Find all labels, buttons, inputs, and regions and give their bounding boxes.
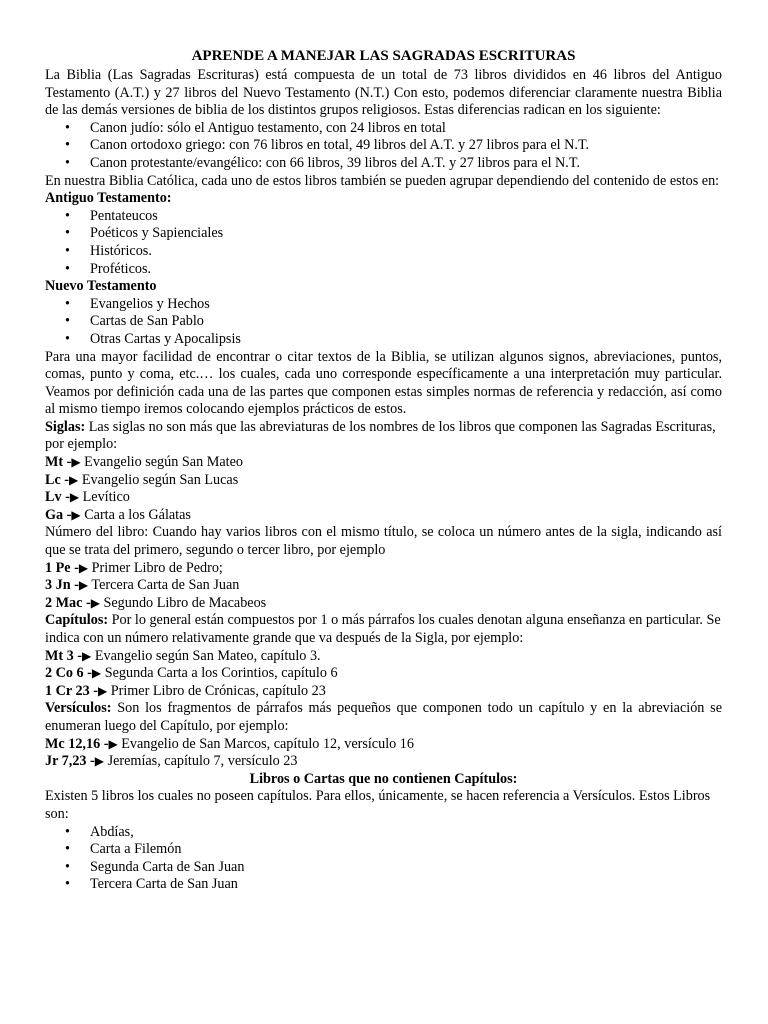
arrow-icon: ▶ (108, 736, 118, 751)
example-line: 3 Jn -▶ Tercera Carta de San Juan (45, 577, 240, 594)
example-line: Jr 7,23 -▶ Jeremías, capítulo 7, versículo 23 (45, 753, 298, 770)
sin-capitulos-heading: Libros o Cartas que no contienen Capítulos: (249, 770, 518, 787)
example-line: 2 Mac -▶ Segundo Libro de Macabeos (45, 594, 267, 611)
bullet-icon: • (65, 225, 70, 242)
bullet-icon: • (65, 876, 70, 893)
example-line: Lv -▶ Levítico (45, 489, 130, 506)
arrow-icon: ▶ (69, 472, 79, 487)
example-line: Mt 3 -▶ Evangelio según San Mateo, capítulo 3. (45, 647, 321, 664)
list-item: • Cartas de San Pablo (65, 313, 204, 330)
list-item: • Abdías, (65, 823, 134, 840)
example-line: 2 Co 6 -▶ Segunda Carta a los Corintios, capítulo 6 (45, 665, 338, 682)
intro-paragraph: La Biblia (Las Sagradas Escrituras) está compuesta de un total de 73 libros divididos en 46 libros del Antiguo Testamento (A.T.) y 27 libros del Nuevo Testamento (N.T.) Con esto, podemos diferenciar claramente nuestra Biblia de las demás versiones de biblia de los distintos grupos religiosos. Estas diferencias radican en los siguiente: (45, 67, 722, 119)
list-item: • Proféticos. (65, 260, 152, 277)
ot-heading: Antiguo Testamento: (45, 190, 172, 207)
arrow-icon: ▶ (69, 490, 80, 505)
bullet-icon: • (65, 858, 70, 875)
bullet-icon: • (65, 207, 70, 224)
list-item: • Poéticos y Sapienciales (65, 225, 224, 242)
arrow-icon: ▶ (90, 595, 100, 610)
nt-list (45, 296, 722, 349)
arrow-icon: ▶ (71, 507, 81, 522)
canon-list (45, 120, 722, 173)
document-page (45, 47, 722, 894)
bullet-icon: • (65, 841, 70, 858)
arrow-icon: ▶ (78, 578, 89, 593)
arrow-icon: ▶ (91, 666, 102, 681)
bullet-icon: • (65, 154, 70, 171)
siglas-paragraph: Siglas: Las siglas no son más que las abreviaturas de los nombres de los libros que componen las Sagradas Escrituras, por ejemplo: (45, 418, 716, 453)
bullet-icon: • (65, 119, 70, 136)
numero-paragraph: Número del libro: Cuando hay varios libros con el mismo título, se coloca un número antes de la sigla, indicando así que se trata del primero, segundo o tercer libro, por ejemplo (45, 524, 722, 559)
capitulos-paragraph: Capítulos: Por lo general están compuestos por 1 o más párrafos los cuales denotan alguna enseñanza en particular. Se indica con un número relativamente grande que va después de la Sigla, por ejemplo: (45, 612, 721, 646)
versiculos-paragraph: Versículos: Son los fragmentos de párrafos más pequeños que componen todo un capítulo y en la abreviación se enumeran luego del Capítulo, por ejemplo: (45, 700, 722, 734)
example-line: Mc 12,16 -▶ Evangelio de San Marcos, capítulo 12, versículo 16 (45, 735, 414, 752)
example-line: 1 Cr 23 -▶ Primer Libro de Crónicas, capítulo 23 (45, 682, 326, 699)
sin-capitulos-paragraph: Existen 5 libros los cuales no poseen capítulos. Para ellos, únicamente, se hacen referencia a Versículos. Estos Libros son: (45, 788, 711, 822)
example-line: Mt -▶ Evangelio según San Mateo (45, 454, 243, 471)
list-item: • Históricos. (65, 242, 152, 259)
example-line: Lc -▶ Evangelio según San Lucas (45, 471, 239, 488)
list-item: • Otras Cartas y Apocalipsis (65, 330, 241, 347)
list-item: • Tercera Carta de San Juan (65, 876, 238, 893)
arrow-icon: ▶ (78, 560, 89, 575)
grouping-paragraph: En nuestra Biblia Católica, cada uno de estos libros también se pueden agrupar dependiendo del contenido de estos en: (45, 172, 720, 189)
bullet-icon: • (65, 330, 70, 347)
list-item: • Segunda Carta de San Juan (65, 858, 245, 875)
nt-heading: Nuevo Testamento (45, 278, 157, 295)
list-item: • Pentateucos (65, 207, 158, 224)
bullet-icon: • (65, 260, 70, 277)
list-item: • Evangelios y Hechos (65, 295, 210, 312)
page-title: APRENDE A MANEJAR LAS SAGRADAS ESCRITURAS (191, 48, 576, 64)
bullet-icon: • (65, 137, 70, 154)
bullet-icon: • (65, 242, 70, 259)
bullet-icon: • (65, 313, 70, 330)
ot-list (45, 208, 722, 278)
arrow-icon: ▶ (97, 683, 108, 698)
signs-paragraph: Para una mayor facilidad de encontrar o citar textos de la Biblia, se utilizan algunos signos, abreviaciones, puntos, comas, punto y coma, etc.… los cuales, cada uno corresponde específicamente a una interpretación muy particular. Veamos por definición cada una de las partes que componen estas simples normas de referencia y redacción, así como al mismo tiempo iremos colocando ejemplos prácticos de estos. (45, 348, 722, 418)
list-item: • Canon protestante/evangélico: con 66 libros, 39 libros del A.T. y 27 libros para el N.T. (65, 154, 581, 171)
list-item: • Canon ortodoxo griego: con 76 libros en total, 49 libros del A.T. y 27 libros para el N.T. (65, 137, 590, 154)
list-item: • Canon judío: sólo el Antiguo testamento, con 24 libros en total (65, 119, 446, 136)
arrow-icon: ▶ (71, 455, 81, 470)
arrow-icon: ▶ (94, 754, 105, 769)
example-line: Ga -▶ Carta a los Gálatas (45, 506, 191, 523)
bullet-icon: • (65, 823, 70, 840)
arrow-icon: ▶ (82, 648, 92, 663)
list-item: • Carta a Filemón (65, 841, 182, 858)
example-line: 1 Pe -▶ Primer Libro de Pedro; (45, 559, 223, 576)
sin-capitulos-list (45, 824, 722, 894)
bullet-icon: • (65, 295, 70, 312)
